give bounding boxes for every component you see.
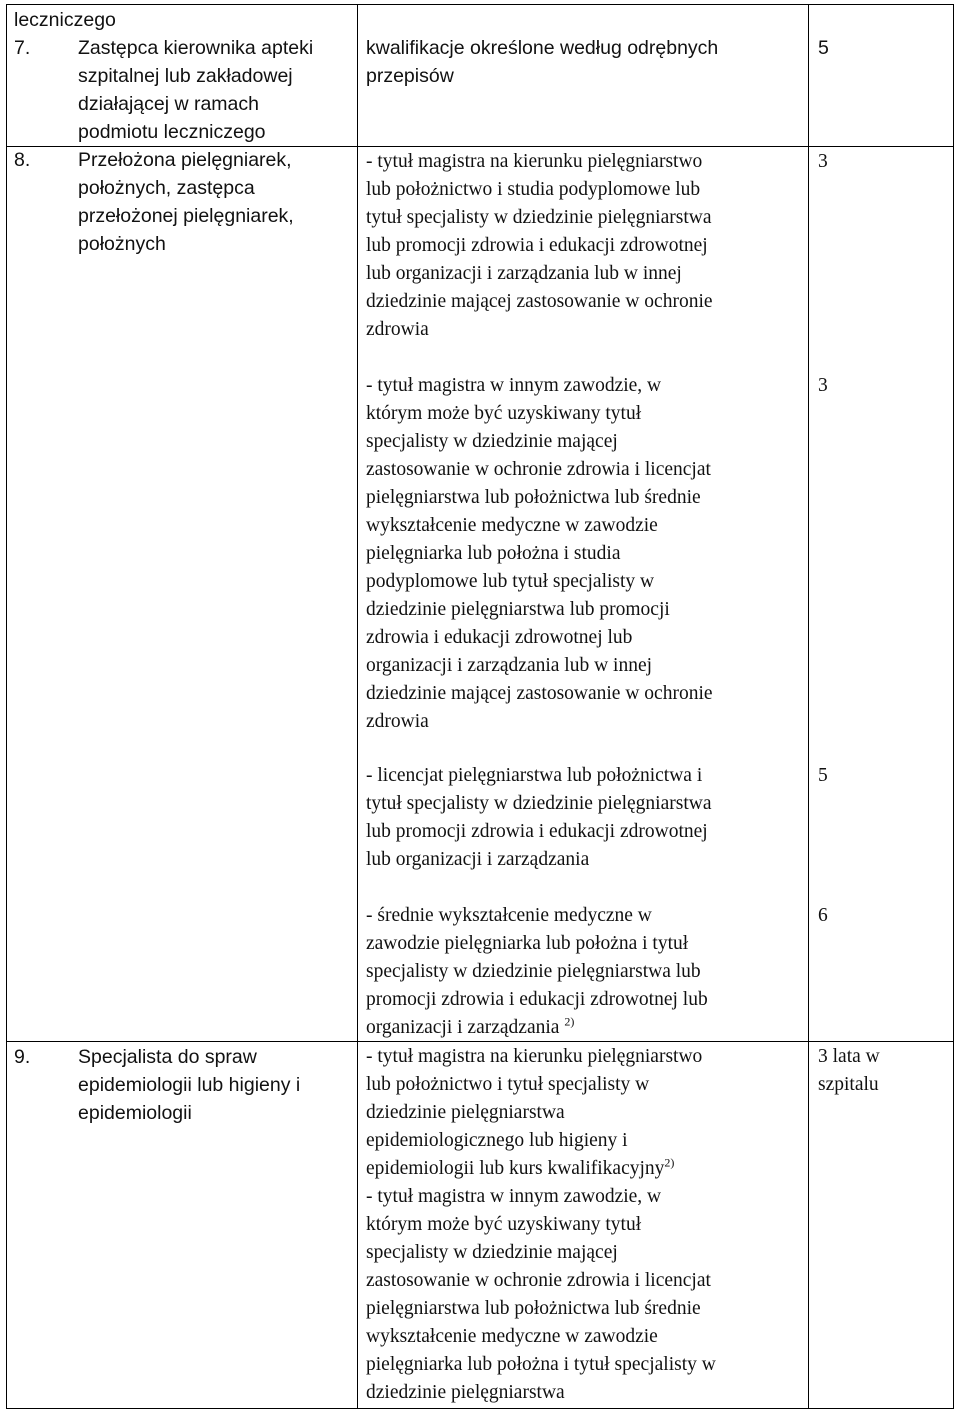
row-8-qualification-2: - tytuł magistra w innym zawodzie, w którym może być uzyskiwany tytuł specjalisty w dziedzinie mającej zastosowanie w ochronie zdrowia i licencjat pielęgniarstwa lub położnictwa lub średnie wykształcenie medyczne w zawodzie pielęgniarka lub położna i studia podyplomowe lub tytuł specjalisty w dziedzinie pielęgniarstwa lub promocji zdrowia i edukacji zdrowotnej lub organizacji i zarządzania lub w innej dziedzinie mającej zastosowanie w ochronie zdrowia (366, 375, 713, 732)
table-border-left (6, 4, 7, 1409)
row-9-years: 3 lata w szpitalu (818, 1046, 880, 1095)
row-8-years-2: 3 (818, 375, 828, 396)
row-8-years-4: 6 (818, 905, 828, 926)
row-8-position: Przełożona pielęgniarek, położnych, zastępca przełożonej pielęgniarek, położnych (78, 149, 294, 255)
row-8-number: 8. (14, 149, 31, 171)
footnote-marker: 2) (664, 1155, 675, 1170)
row-9-number: 9. (14, 1046, 31, 1068)
row-8-qualification-3: - licencjat pielęgniarstwa lub położnictwa i tytuł specjalisty w dziedzinie pielęgniarstwa lub promocji zdrowia i edukacji zdrowotnej lub organizacji i zarządzania (366, 765, 712, 870)
column-divider-1 (357, 4, 358, 1409)
row-7-position: Zastępca kierownika apteki szpitalnej lub zakładowej działającej w ramach podmiotu leczniczego (78, 37, 314, 143)
row-9-qualification-2: - tytuł magistra w innym zawodzie, w którym może być uzyskiwany tytuł specjalisty w dziedzinie mającej zastosowanie w ochronie zdrowia i licencjat pielęgniarstwa lub położnictwa lub średnie wykształcenie medyczne w zawodzie pielęgniarka lub położna i tytuł specjalisty w dziedzinie pielęgniarstwa (366, 1186, 716, 1403)
footnote-marker: 2) (564, 1014, 575, 1029)
table-border-right (953, 4, 954, 1409)
row-8-qualification-1: - tytuł magistra na kierunku pielęgniarstwo lub położnictwo i studia podyplomowe lub tytuł specjalisty w dziedzinie pielęgniarstwa lub promocji zdrowia i edukacji zdrowotnej lub organizacji i zarządzania lub w innej dziedzinie mającej zastosowanie w ochronie zdrowia (366, 151, 713, 340)
row-8-qualification-4: - średnie wykształcenie medyczne w zawodzie pielęgniarka lub położna i tytuł specjalisty w dziedzinie pielęgniarstwa lub promocji zdrowia i edukacji zdrowotnej lub organizacji i zarządzania $^{2)}$ (366, 905, 708, 1038)
row-9-qualification-1: - tytuł magistra na kierunku pielęgniarstwo lub położnictwo i tytuł specjalisty w dziedzinie pielęgniarstwa epidemiologicznego lub higieny i epidemiologii lub kurs kwalifikacyjny$^{2)}$ (366, 1046, 703, 1179)
table-border-bottom (6, 1408, 954, 1409)
row-9-position: Specjalista do spraw epidemiologii lub higieny i epidemiologii (78, 1046, 301, 1124)
row-8-years-1: 3 (818, 151, 828, 172)
table-border-top (6, 4, 954, 5)
row-continuation-position: leczniczego (14, 9, 116, 31)
row-7-number: 7. (14, 37, 31, 59)
row-7-qualification: kwalifikacje określone według odrębnych przepisów (366, 37, 719, 87)
column-divider-2 (808, 4, 809, 1409)
row-7-years: 5 (818, 37, 829, 59)
row-8-years-3: 5 (818, 765, 828, 786)
